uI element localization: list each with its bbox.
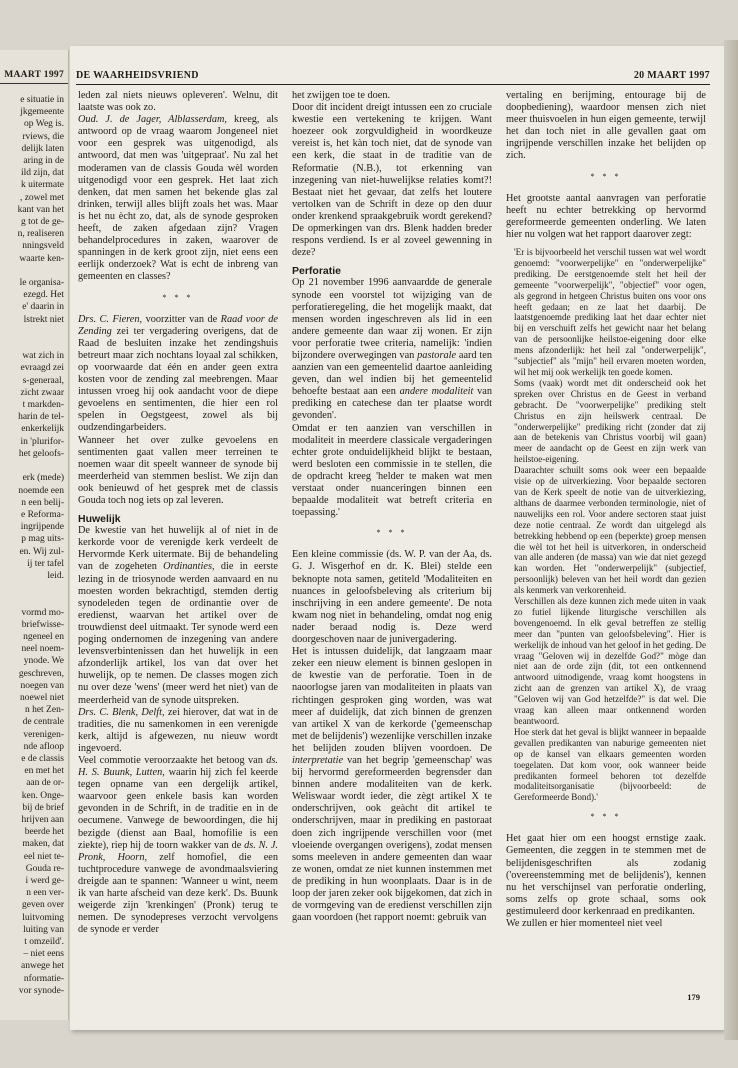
facing-page-line: vormd mo- xyxy=(21,607,64,618)
facing-page-line: het geloofs- xyxy=(18,448,64,459)
paragraph: Wanneer het over zulke gevoelens en sentimenten gaat vallen meer terreinen te noemen waar dit speelt wanneer de synode bij meerderheid van stemmen beslist. We zijn dan ook benieuwd of het gesprek met de classis Gouda toch nog iets op zal leveren. xyxy=(78,434,278,506)
facing-page-line: erk (mede) xyxy=(22,473,64,484)
paragraph: Op 21 november 1996 aanvaardde de generale synode een voorstel tot wijziging van de perforatieregeling, die het mogelijk maakt, dat mensen worden ingeschreven als lid in een andere gemeente dan waar zij wonen. Er zijn voor perforatie twee criteria, namelijk: 'indien bijzondere overwegingen van pastorale aard ten aanzien van een gemeentelid daartoe aanleiding geven, dan wel indien bij het gemeentelid behoefte bestaat aan een andere modaliteit van prediking en catechese dan ter plaatse wordt gevonden'. xyxy=(292,277,492,422)
facing-page-line: en. Wij zul- xyxy=(19,546,64,557)
section-separator: * * * xyxy=(162,292,194,302)
facing-page-line: anwege het xyxy=(21,961,64,972)
paragraph: De kwestie van het huwelijk al of niet in de kerkorde voor de verenigde kerk verdeelt de Hervormde Kerk uitermate. Bij de behandeling van de zogeheten Ordinanties, die in eerste lezing in de triosynode werden aanvaard en nu moesten worden bekrachtigd, stemden dertig synodeleden tegen de ordinantie over de eredienst, waarvan het artikel over de trouwdienst deel uitmaakt. Ter synode werd een poging ondernomen de inzegening van andere levensverbintenissen dan het huwelijk in een afzonderlijk artikel, los van dat over het huwelijk, op te nemen. De classes mogen zich nu over deze 'wens' (meer werd het niet) van de meerderheid van de synode uitspreken. xyxy=(78,525,278,706)
paragraph: Veel commotie veroorzaakte het betoog van ds. H. S. Buunk, Lutten, waarin hij zich fel keerde tegen opname van een dergelijk artikel, waarvoor geen enkele basis kan worden gevonden in de Schrift, in de traditie en in de oecumene. Vanwege de bewoordingen, die hij bezigde (dienst aan Baal, homofilie is een ziekte), riep hij de toorn wakker van de ds. N. J. Pronk, Hoorn, zelf homofiel, die een tuchtprocedure vanwege de avondmaalsviering dreigde aan te spannen: 'Wanneer u wint, neem ik van harte afscheid van deze kerk'. Ds. Buunk weigerde zijn 'krenkingen' (Pronk) terug te nemen. De synodepreses verzocht vervolgens de synode er verder xyxy=(78,754,278,936)
facing-page-line: bij de brief xyxy=(22,802,64,813)
facing-page-line: e situatie in xyxy=(20,95,64,105)
facing-page-line: geven over xyxy=(22,900,64,911)
facing-page-line xyxy=(0,338,68,350)
paragraph: Het is intussen duidelijk, dat langzaam maar zeker een nieuw element is binnen geslopen in de kwestie van de perforatie. Toen in de naoorlogse jaren van modaliteiten in plaats van richtingen gesproken ging worden, was wat meer af duidelijk, dat zich binnen de grenzen van artikel X van de kerkorde ('gemeenschap met de belijdenis') wezenlijke verschillen inzake het belijden zouden blijven voordoen. De interpretatie van het begrip 'gemeenschap' was bij hervormd gereformeerden begrensder dan binnen andere modaliteiten van de kerk. Weliswaar wordt ieder, die zègt artikel X te onderschrijven, ook geàcht dit artikel te onderschrijven, maar in prediking en pastoraat doen zich ingrijpende verschillen voor (met vloeiende overgangen overigens), zodat mensen soms meeleven in andere gemeenten dan waar ze wonen, omdat ze niet kunnen instemmen met de prediking in hun woonplaats. Daar is in de loop der jaren zeker ook bijgekomen, dat zich in de vormgeving van de eredienst verschillen zijn gaan voordoen (het rapport noemt: gebruik van xyxy=(292,646,492,924)
facing-page-line xyxy=(0,594,68,606)
facing-page-line: in 'plurifor- xyxy=(20,436,64,447)
section-separator: * * * xyxy=(376,528,408,538)
page-number: 179 xyxy=(687,992,700,1002)
paragraph: Drs. C. Blenk, Delft, zei hierover, dat wat in de tradities, die nu samenkomen in een verenigde kerk, altijd is afgewezen, nu nieuw wordt ingevoerd. xyxy=(78,706,278,754)
facing-page-fragment xyxy=(0,50,69,1020)
facing-page-line: t omzeild'. xyxy=(24,937,64,948)
facing-page-line: wat zich in xyxy=(22,351,64,362)
paragraph: Door dit incident dreigt intussen een zo cruciale kwestie een vertekening te krijgen. Want hoezeer ook zorgvuldigheid in woordkeuze vereist is, het kàn toch niet, dat de synode van een kerk, die staat in de traditie van de Reformatie (N.B.), tot erkenning van inzegening van niet-huwelijkse relaties komt?! Bestaat niet het gevaar, dat zelfs het loutere vertolken van de Schrift in deze op den duur onder krenkend spraakgebruik wordt gerekend? De opmerkingen van drs. Blenk hadden breder respons verdiend. Is er al zoveel gewenning in deze? xyxy=(292,102,492,259)
facing-page-line: hrijven aan xyxy=(21,814,64,825)
paragraph: We zullen er hier momenteel niet veel xyxy=(506,918,663,929)
facing-page-line: kant van het xyxy=(17,204,64,215)
person-name: ds. N. J. Pronk, Hoorn, xyxy=(78,839,278,863)
magazine-page xyxy=(70,46,724,1030)
facing-page-line: delijk laten xyxy=(21,143,64,154)
paragraph: Het gaat hier om een hoogst ernstige zaak. Gemeenten, die zeggen in te stemmen met de belijdenisgeschriften als zodanig ('overeenstemming met de belijdenis'), kennen nu het verschijnsel van perforatie onderling, soms zelfs op grote schaal, soms ook gestimuleerd door kerkenraad en predikanten. xyxy=(506,833,706,917)
facing-page-line: n, realiseren xyxy=(17,229,64,240)
facing-page-line xyxy=(0,582,68,594)
facing-page-line: nde afloop xyxy=(23,741,64,752)
facing-page-line: waarte ken- xyxy=(19,253,64,264)
quote-paragraph: Verschillen als deze kunnen zich mede uiten in vaak zo futiel lijkende liturgische verschillen als bovengenoemd. In elk geval betreffen ze stellig meer dan "punten van geloofsbeleving". Hier is werkelijk de inhoud van het geloof in het geding. De vraag "Geloven wij in dezelfde God?" mòge dan niet aan de orde zijn (dit, tot een ontkennend antwoord uitnodigende, vraag komt hoogstens in zicht aan de grenzen van artikel X), de vraag "Geloven wij van God hetzelfde?" is dat wel. Die vraag kan alleen maar ontkennend worden beantwoord. xyxy=(514,596,706,726)
person-name: Drs. C. Blenk, Delft, xyxy=(78,706,165,718)
facing-page-line: aring in de xyxy=(23,156,64,167)
facing-page-line: ij ter tafel xyxy=(27,558,64,569)
facing-page-line: ezegd. Het xyxy=(23,290,64,301)
facing-page-line: Gouda re- xyxy=(25,863,64,874)
section-separator: * * * xyxy=(590,171,622,181)
facing-page-line: luitvoming xyxy=(22,912,64,923)
facing-page-line: evraagd zei xyxy=(20,363,64,374)
facing-page-line: e Reforma- xyxy=(21,509,64,520)
term: Ordinanties, xyxy=(163,561,215,573)
facing-page-line: p mag uits- xyxy=(21,534,64,545)
term: pastorale xyxy=(417,349,457,361)
facing-page-line: nningsveld xyxy=(22,241,64,252)
section-separator: * * * xyxy=(590,812,622,822)
facing-page-line xyxy=(0,460,68,472)
facing-page-line: n een belij- xyxy=(21,497,64,508)
facing-page-line: lstrekt niet xyxy=(23,314,64,325)
facing-page-line: le organisa- xyxy=(19,278,64,289)
facing-page-text xyxy=(0,94,68,997)
facing-page-line: eel niet te- xyxy=(23,851,64,862)
person-name: Oud. J. de Jager, Alblasserdam, xyxy=(78,114,227,126)
publication-title: DE WAARHEIDSVRIEND xyxy=(76,70,199,81)
facing-page-line: – niet eens xyxy=(23,949,64,960)
facing-page-line xyxy=(0,326,68,338)
facing-page-line: en met het xyxy=(24,766,64,777)
facing-page-line: n een ver- xyxy=(26,888,64,899)
facing-page-line: beerde het xyxy=(24,827,64,838)
facing-page-line: e' daarin in xyxy=(22,302,64,313)
facing-page-line: maken, dat xyxy=(22,839,64,850)
facing-page-line: harin de tel- xyxy=(18,412,64,423)
running-header xyxy=(76,68,710,85)
quote-paragraph: 'Er is bijvoorbeeld het verschil tussen wat wel wordt genoemd: "voorwerpelijke" en "onderwerpelijke" prediking. De eerstgenoemde stelt het heil der gemeente "voorwerpelijk", "objectief" voor ogen, als gegrond in hetgeen Christus buiten ons voor ons heeft gedaan; en ze laat het daarbij. De laatstgenoemde prediking laat het daar echter niet bij en verschuift zelfs het gewicht naar het belang van de persoonlijke heilstoe-eigening door elke mens afzonderlijk: het heil zal "onderwerpelijk", "subjectief" als "mijn" heil ervaren moeten worden, wil het mij ook werkelijk ten goede komen. xyxy=(514,247,706,377)
facing-page-line: leid. xyxy=(47,570,64,581)
facing-page-line: t markden- xyxy=(22,400,64,411)
column-1 xyxy=(78,90,278,936)
person-name: ds. H. S. Buunk, Lutten, xyxy=(78,754,278,779)
quote-paragraph: Soms (vaak) wordt met dit onderscheid ook het spreken over Christus en de Geest in verband gebracht. De "voorwerpelijke" prediking stelt Christus en zijn heilswerk centraal. De "onderwerpelijke" prediking richt (zonder dat zij aan de betekenis van Christus voorbij wil gaan) meer de aandacht op de Geest en zijn werk van heilstoe-eigening. xyxy=(514,377,706,465)
facing-page-line: noewel niet xyxy=(19,692,64,703)
facing-page-line: rviews, die xyxy=(22,131,64,142)
facing-page-line: geschreven, xyxy=(18,668,64,679)
facing-page-line: neel noem- xyxy=(21,644,64,655)
facing-page-line: ingrijpende xyxy=(20,522,64,533)
paragraph: Omdat er ten aanzien van verschillen in modaliteit in meerdere classicale vergaderingen echter grote onduidelijkheid blijkt te bestaan, werd besloten een commissie in te stellen, die de opdracht kreeg 'helder te maken wat men verstaat onder nuanceringen binnen een bepaalde modaliteit wat betreft criteria en toepassing.' xyxy=(292,422,492,519)
paragraph: Het grootste aantal aanvragen van perforatie heeft nu echter betrekking op hervormd gereformeerde gemeenten onderling. We laten hier nu volgen wat het rapport daarover zegt: xyxy=(506,192,706,240)
facing-page-line: briefwisse- xyxy=(21,619,64,630)
facing-page-line: aan de or- xyxy=(26,778,64,789)
facing-page-line: g tot de ge- xyxy=(20,217,64,228)
facing-page-line: zicht zwaar xyxy=(20,387,64,398)
facing-page-line: verenigen- xyxy=(23,729,64,740)
facing-page-line: nformatie- xyxy=(23,973,64,984)
organization-name: Raad voor de Zending xyxy=(78,313,278,337)
issue-date: 20 MAART 1997 xyxy=(633,70,710,81)
facing-page-line: luiting van xyxy=(23,924,64,935)
paragraph: het zwijgen toe te doen. xyxy=(292,90,391,101)
facing-page-line: de centrale xyxy=(22,717,64,728)
facing-page-line: i werd ge- xyxy=(25,876,64,886)
facing-page-line: s-generaal, xyxy=(22,375,64,386)
paragraph: vertaling en berijming, entourage bij de doopbediening), waardoor mensen zich niet meer thuisvoelen in hun eigen gemeente, terwijl het dan toch niet in alle gevallen gaat om ingrijpende verschillen inzake het belijden op zich. xyxy=(506,90,706,162)
facing-page-line: e de classis xyxy=(21,753,64,764)
facing-page-line xyxy=(0,265,68,277)
column-3 xyxy=(506,90,706,930)
facing-page-line: enkerkelijk xyxy=(21,424,64,435)
facing-page-line: , zowel met xyxy=(19,192,64,203)
term: andere modaliteit xyxy=(399,386,474,398)
facing-page-line: vor synode- xyxy=(18,985,64,996)
facing-page-line: op Weg is. xyxy=(24,119,64,130)
facing-page-line: ild zijn, dat xyxy=(20,168,64,179)
term: interpretatie xyxy=(292,754,344,766)
quote-paragraph: Hoe sterk dat het geval is blijkt wanneer in bepaalde gevallen predikanten van naburige gemeenten niet op de kansel van elkaars gemeenten worden toegelaten. Dat kom voor, ook wanneer beide predikanten formeel behoren tot dezelfde modaliteitsorganisatie (bijvoorbeeld: de Gereformeerde Bond).' xyxy=(514,726,706,803)
facing-page-line: ynode. We xyxy=(23,656,64,667)
quote-paragraph: Daarachter schuilt soms ook weer een bepaalde visie op de uitverkiezing. Voor bepaalde sectoren van de Kerk speelt de notie van de uitverkiezing, althans de daarmee verbonden terminologie, niet of nauwelijks een rol. Voor andere sectoren staat juist deze notie centraal. Ze wordt dan uitgelegd als betrekking hebbend op een (beperkte) groep mensen die wèl tot het heil is uitverkoren, in onderscheid van alle anderen (de massa) van wie dat niet gezegd kan worden. Het "onderwerpelijk" (subjectief, persoonlijk) beleven van het heil wordt dan gezien als kenmerk van verkorenheid. xyxy=(514,465,706,596)
paragraph: Een kleine commissie (ds. W. P. van der Aa, ds. G. J. Wisgerhof en dr. K. Blei) stelde een beknopte nota samen, getiteld 'Modaliteiten en nuances in geloofsbeleving als criterium bij inschrijving in een andere gemeente'. De nota kwam nog niet in behandeling, omdat nog enig nader beraad nodig is. Deze werd doorgeschoven naar de junivergadering. xyxy=(292,549,492,646)
person-name: Drs. C. Fieren, xyxy=(78,313,143,325)
section-heading-perforatie: Perforatie xyxy=(292,265,342,278)
facing-page-line: ken. Onge- xyxy=(21,790,64,801)
facing-page-line: ngeneel en xyxy=(23,631,64,642)
facing-page-line: noemde een xyxy=(18,485,64,496)
paragraph: Drs. C. Fieren, voorzitter van de Raad voor de Zending zei ter vergadering overigens, dat de Raad de besluiten inzake het zendingshuis betreurt maar zich nochtans loyaal zal schikken, op voorwaarde dat één en ander geen extra kosten voor de zending zal meebrengen. Maar intussen vroeg hij ook aandacht voor de diepe gevoelens en sentimenten, die hier een rol spelen in Oegstgeest, zowel als bij oudzendingarbeiders. xyxy=(78,313,278,434)
facing-page-line: jkgemeente xyxy=(20,107,64,118)
facing-page-line: noegen van xyxy=(20,680,64,691)
paragraph: leden zal niets nieuws opleveren'. Welnu, dit laatste was ook zo. xyxy=(78,90,278,114)
page-edge xyxy=(724,40,738,1040)
block-quote xyxy=(514,247,706,803)
facing-page-line: n het Zen- xyxy=(24,705,64,716)
facing-page-line: k uitermate xyxy=(21,180,64,191)
section-heading-huwelijk: Huwelijk xyxy=(78,513,121,526)
facing-page-header: MAART 1997 xyxy=(0,50,68,84)
paragraph: Oud. J. de Jager, Alblasserdam, kreeg, als antwoord op de vraag waarom Jongeneel niet voor een gesprek was uitgenodigd, als antwoord, dat men was 'uitgepraat'. Nu zal het moderamen van de classis Gouda wèl worden uitgenodigd voor een gesprek. Het laat zich denken, dat men samen het bekende glas zal drinken, terwijl alles blijft zoals het was. Maar is het nu ècht zo, dat, als de synode gesproken heeft, de zaken afgedaan zijn? Vragen behandelprocedures in zaken, waarover de spanningen in de kerk groot zijn, niet eens een eerlijk onderzoek? Wat is echt de inbreng van gemeenten en classes? xyxy=(78,114,279,283)
column-2 xyxy=(292,90,492,924)
